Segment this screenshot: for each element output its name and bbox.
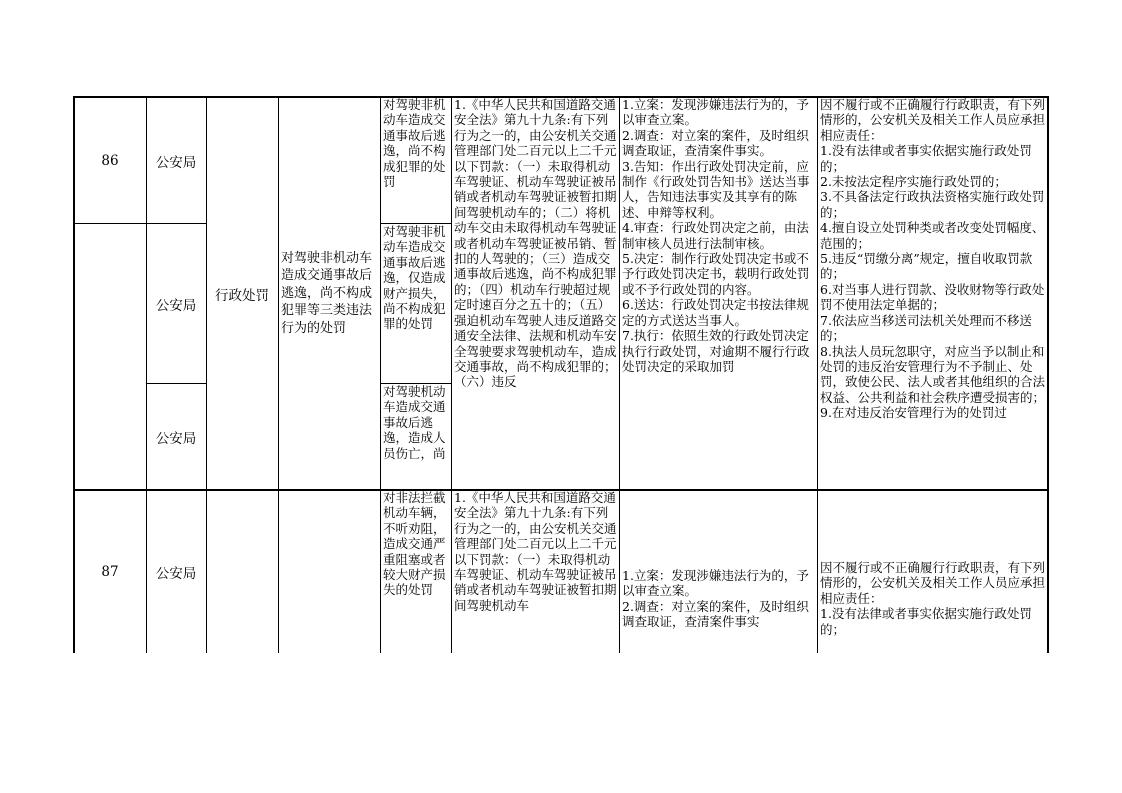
table-row-divider xyxy=(74,489,1049,491)
row-86-procedure xyxy=(619,97,817,490)
legal-basis-text: 1.《中华人民共和国道路交通安全法》第九十九条:有下列行为之一的，由公安机关交通管理部门处二百元以上二千元以下罚款：（一）未取得机动车驾驶证、机动车驾驶证被吊销或者机动车驾驶证被暂扣期间驾驶机动车的；（二）将机动车交由未取得机动车驾驶证或者机动车驾驶证被吊销、暂扣的人驾驶的；（三）造成交通事故后逃逸，尚不构成犯罪的；（四）机动车行驶超过规定时速百分之五十的；（五）强迫机动车驾驶人违反道路交通安全法律、法规和机动车安全驾驶要求驾驶机动车，造成交通事故，尚不构成犯罪的；（六）违反 xyxy=(454,97,617,390)
table-col-divider xyxy=(451,96,452,653)
row-86-department-1 xyxy=(146,97,206,224)
row-86-violation-3 xyxy=(380,384,451,490)
table-col-divider xyxy=(380,96,381,653)
department-label: 公安局 xyxy=(155,298,197,314)
table-col-divider xyxy=(817,96,818,653)
liability-text: 因不履行或不正确履行行政职责，有下列情形的，公安机关及相关工作人员应承担相应责任： 1.没有法律或者事实依据实施行政处罚的； xyxy=(820,560,1046,637)
row-86-violation-1 xyxy=(380,97,451,224)
legal-basis-text: 1.《中华人民共和国道路交通安全法》第九十九条:有下列行为之一的，由公安机关交通管理部门处二百元以上二千元以下罚款：（一）未取得机动车驾驶证、机动车驾驶证被吊销或者机动车驾驶证被暂扣期间驾驶机动车 xyxy=(454,490,617,613)
table-col-divider xyxy=(619,96,620,653)
row-number: 86 xyxy=(101,152,119,169)
department-label: 公安局 xyxy=(155,154,197,171)
violation-text: 对驾驶非机动车造成交通事故后逃逸，仅造成财产损失，尚不构成犯罪的处罚 xyxy=(383,224,446,332)
row-86-department-3 xyxy=(146,384,206,490)
table-col-divider xyxy=(278,96,279,653)
row-86-category xyxy=(206,97,278,490)
department-label: 公安局 xyxy=(155,565,197,582)
violation-text: 对驾驶机动车造成交通事故后逃逸，造成人员伤亡，尚 xyxy=(383,384,446,461)
item-name-text: 对驾驶非机动车造成交通事故后逃逸，尚不构成犯罪等三类违法行为的处罚 xyxy=(281,250,373,336)
table-row-divider xyxy=(380,223,451,224)
department-label: 公安局 xyxy=(155,431,197,447)
table-border-top xyxy=(74,96,1049,98)
row-87-liability xyxy=(817,490,1048,653)
table-row-divider xyxy=(74,223,206,224)
row-87-department xyxy=(146,490,206,653)
table-col-divider xyxy=(146,96,147,653)
liability-text: 因不履行或不正确履行行政职责，有下列情形的，公安机关及相关工作人员应承担相应责任： 1.没有法律或者事实依据实施行政处罚的； 2.未按法定程序实施行政处罚的； 3.不具备法定行政执法资格实施行政处罚的； 4.擅自设立处罚种类或者改变处罚幅度、范围的； 5.违反“罚缴分离”规定，擅自收取罚款的； 6.对当事人进行罚款、没收财物等行政处罚不使用法定单据的； 7.依法应当移送司法机关处理而不移送的； 8.执法人员玩忽职守，对应当予以制止和处罚的违反治安管理行为不予制止、处罚，致使公民、法人或者其他组织的合法权益、公共利益和社会秩序遭受损害的； 9.在对违反治安管理行为的处罚过 xyxy=(820,97,1046,421)
category-label: 行政处罚 xyxy=(215,287,269,304)
row-87-category xyxy=(206,490,278,653)
row-86-violation-2 xyxy=(380,224,451,384)
row-87-legal-basis xyxy=(451,490,619,653)
violation-text: 对非法拦截机动车辆，不听劝阻，造成交通严重阻塞或者较大财产损失的处罚 xyxy=(383,490,446,598)
procedure-text: 1.立案：发现涉嫌违法行为的，予以审查立案。 2.调查：对立案的案件，及时组织调查取证，查清案件事实 xyxy=(622,568,809,630)
row-86-department-2 xyxy=(146,224,206,384)
table-row-divider xyxy=(146,383,206,384)
row-number: 87 xyxy=(101,563,119,580)
row-86-legal-basis xyxy=(451,97,619,490)
row-86-item-name xyxy=(278,97,380,490)
row-86-number xyxy=(74,97,146,224)
row-87-procedure xyxy=(619,490,817,653)
row-87-number xyxy=(74,490,146,653)
procedure-text: 1.立案：发现涉嫌违法行为的，予以审查立案。 2.调查：对立案的案件，及时组织调查取证，查清案件事实。 3.告知：作出行政处罚决定前，应制作《行政处罚告知书》送达当事人，告知违法事实及其享有的陈述、申辩等权利。 4.审查：行政处罚决定之前，由法制审核人员进行法制审核。 5.决定：制作行政处罚决定书或不予行政处罚决定书，载明行政处罚或不予行政处罚的内容。 6.送达：行政处罚决定书按法律规定的方式送达当事人。 7.执行：依照生效的行政处罚决定执行行政处罚，对逾期不履行行政处罚决定的采取加罚 xyxy=(622,97,810,374)
row-87-item-name xyxy=(278,490,380,653)
row-86-liability xyxy=(817,97,1048,490)
row-87-violation xyxy=(380,490,451,653)
table-col-divider xyxy=(206,96,207,653)
table-border-left xyxy=(73,96,75,653)
table-border-right xyxy=(1047,96,1049,653)
violation-text: 对驾驶非机动车造成交通事故后逃逸，尚不构成犯罪的处罚 xyxy=(383,97,446,190)
table-row-divider xyxy=(380,383,451,384)
